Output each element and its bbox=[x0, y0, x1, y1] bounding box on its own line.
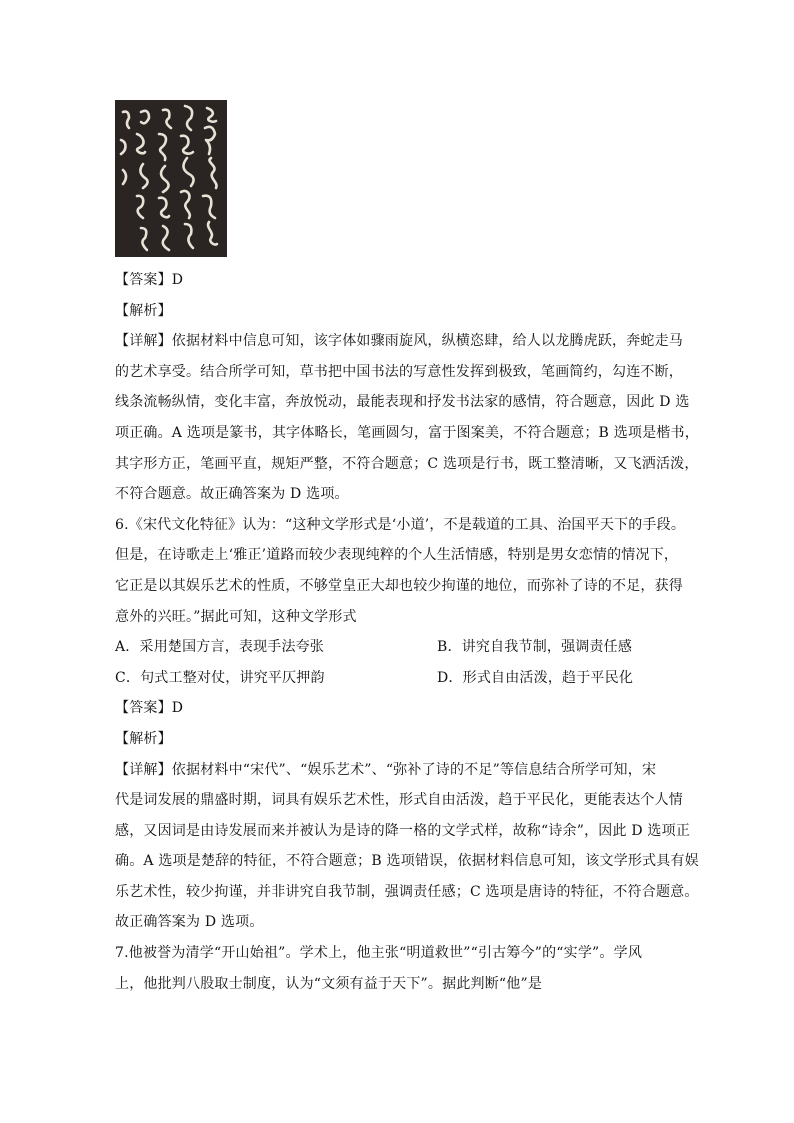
q6-stem-line: 它正是以其娱乐艺术的性质，不够堂皇正大却也较少拘谨的地位，而弥补了诗的不足，获得 bbox=[115, 577, 683, 594]
calligraphy-strokes bbox=[115, 100, 227, 257]
q6-stem-line: 但是，在诗歌走上‘雅正’道路而较少表现纯粹的个人生活情感，特别是男女恋情的情况下， bbox=[115, 547, 679, 564]
q5-answer: 【答案】D bbox=[115, 272, 184, 288]
q6-option-c: C．句式工整对仗，讲究平仄押韵 bbox=[115, 669, 325, 686]
q6-options-row bbox=[115, 663, 685, 694]
q6-detail-line: 【详解】依据材料中“宋代”、“娱乐艺术”、“弥补了诗的不足”等信息结合所学可知，宋 bbox=[115, 761, 657, 778]
q6-detail-line: 乐艺术性，较少拘谨，并非讲究自我节制，强调责任感；C 选项是唐诗的特征，不符合题意。 bbox=[115, 883, 699, 900]
q5-detail-line: 项正确。A 选项是篆书，其字体略长，笔画圆匀，富于图案美，不符合题意；B 选项是楷书， bbox=[115, 424, 699, 441]
q5-analysis-label: 【解析】 bbox=[115, 302, 172, 319]
q7-stem-line: 上，他批判八股取士制度，认为“文须有益于天下”。据此判断“他”是 bbox=[115, 975, 543, 992]
q5-detail-line: 不符合题意。故正确答案为 D 选项。 bbox=[115, 486, 349, 503]
q6-options-row bbox=[115, 632, 685, 663]
q6-option-a: A．采用楚国方言，表现手法夸张 bbox=[115, 639, 325, 656]
q6-option-b: B．讲究自我节制，强调责任感 bbox=[437, 639, 633, 656]
q5-detail-line: 线条流畅纵情，变化丰富，奔放悦动，最能表现和抒发书法家的感情，符合题意，因此 D 选 bbox=[115, 394, 690, 411]
q5-detail-line: 【详解】依据材料中信息可知，该字体如骤雨旋风，纵横恣肆，给人以龙腾虎跃，奔蛇走马 bbox=[115, 333, 683, 350]
document-page bbox=[115, 100, 699, 999]
q6-detail-line: 感，又因词是由诗发展而来并被认为是诗的降一格的文学式样，故称“诗余”，因此 D 选项正 bbox=[115, 822, 691, 839]
q5-detail-line: 的艺术享受。结合所学可知，草书把中国书法的写意性发挥到极致，笔画简约，勾连不断， bbox=[115, 363, 683, 380]
q6-detail-line: 故正确答案为 D 选项。 bbox=[115, 914, 264, 931]
q6-stem-line: 6.《宋代文化特征》认为：“这种文学形式是‘小道’，不是载道的工具、治国平天下的手段。 bbox=[115, 516, 686, 533]
q7-stem-line: 7.他被誉为清学“开山始祖”。学术上，他主张“明道救世”“引古筹今”的“实学”。学风 bbox=[115, 945, 643, 962]
q6-stem-line: 意外的兴旺。”据此可知，这种文学形式 bbox=[115, 608, 357, 625]
cursive-calligraphy-image bbox=[115, 100, 227, 257]
q6-detail-line: 确。A 选项是楚辞的特征，不符合题意；B 选项错误，依据材料信息可知，该文学形式具有娱 bbox=[115, 853, 699, 870]
q6-option-d: D．形式自由活泼，趋于平民化 bbox=[437, 669, 634, 686]
q6-detail-line: 代是词发展的鼎盛时期，词具有娱乐艺术性，形式自由活泼，趋于平民化，更能表达个人情 bbox=[115, 792, 683, 809]
q6-analysis-label: 【解析】 bbox=[115, 730, 172, 747]
q5-detail-line: 其字形方正，笔画平直，规矩严整，不符合题意；C 选项是行书，既工整清晰，又飞洒活泼， bbox=[115, 455, 699, 472]
q6-answer: 【答案】D bbox=[115, 700, 184, 717]
